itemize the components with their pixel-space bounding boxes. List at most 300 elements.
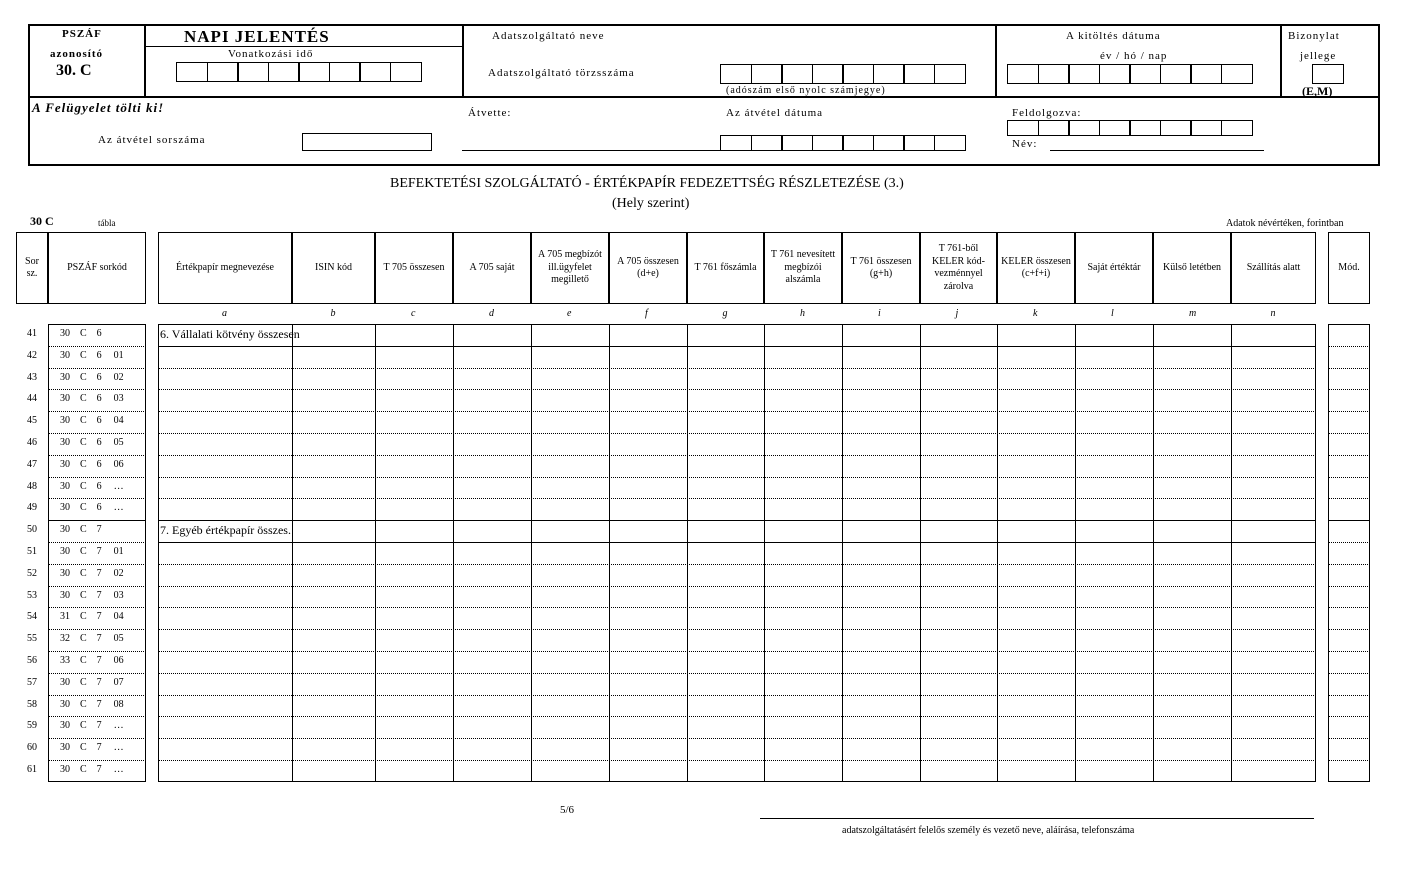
data-cell[interactable] [687,651,764,673]
data-cell[interactable] [158,368,292,390]
data-cell[interactable] [997,433,1075,455]
data-cell[interactable] [842,564,920,586]
data-cell[interactable] [1153,498,1231,520]
data-cell[interactable] [1153,607,1231,629]
data-cell[interactable] [687,411,764,433]
data-cell[interactable] [997,586,1075,608]
data-cell[interactable] [1153,411,1231,433]
data-cell[interactable] [531,433,609,455]
data-cell[interactable] [1231,477,1316,499]
data-cell[interactable] [687,607,764,629]
data-cell[interactable] [531,695,609,717]
data-cell[interactable] [375,716,453,738]
data-cell[interactable] [764,738,842,760]
data-cell[interactable] [842,607,920,629]
data-cell[interactable] [1075,411,1153,433]
data-cell[interactable] [158,346,292,368]
data-cell[interactable] [531,564,609,586]
data-cell[interactable] [920,716,997,738]
data-cell[interactable] [1231,520,1316,542]
data-cell[interactable] [531,542,609,564]
data-cell[interactable] [609,455,687,477]
data-cell[interactable] [453,695,531,717]
data-cell[interactable] [453,455,531,477]
data-cell[interactable] [920,607,997,629]
data-cell[interactable] [609,716,687,738]
data-cell[interactable] [453,433,531,455]
data-cell[interactable] [158,716,292,738]
data-cell[interactable] [997,455,1075,477]
data-cell[interactable] [292,520,375,542]
data-cell[interactable] [764,520,842,542]
data-cell[interactable] [1231,346,1316,368]
data-cell[interactable] [1231,586,1316,608]
data-cell[interactable] [687,477,764,499]
data-cell[interactable] [1075,324,1153,346]
data-cell[interactable] [609,520,687,542]
data-cell[interactable] [842,629,920,651]
data-cell[interactable] [1153,738,1231,760]
data-cell[interactable] [375,477,453,499]
data-cell[interactable] [292,607,375,629]
data-cell[interactable] [1153,695,1231,717]
data-cell[interactable] [997,607,1075,629]
data-cell[interactable] [1231,542,1316,564]
data-cell[interactable] [842,716,920,738]
data-cell[interactable] [687,738,764,760]
data-cell[interactable] [687,433,764,455]
data-cell[interactable] [1075,651,1153,673]
data-cell[interactable] [453,760,531,782]
data-cell[interactable] [997,651,1075,673]
data-cell[interactable] [453,651,531,673]
data-cell[interactable] [453,498,531,520]
data-cell[interactable] [1153,477,1231,499]
nev-line[interactable] [1050,150,1264,151]
data-cell[interactable] [609,651,687,673]
data-cell[interactable] [375,760,453,782]
data-cell[interactable] [920,368,997,390]
data-cell[interactable] [531,346,609,368]
data-cell[interactable] [158,455,292,477]
data-cell[interactable] [842,368,920,390]
data-cell[interactable] [453,520,531,542]
data-cell[interactable] [158,586,292,608]
data-cell[interactable] [609,738,687,760]
data-cell[interactable] [375,629,453,651]
data-cell[interactable] [375,498,453,520]
data-cell[interactable] [1231,433,1316,455]
data-cell[interactable] [292,324,375,346]
data-cell[interactable] [997,629,1075,651]
data-cell[interactable] [1231,389,1316,411]
data-cell[interactable] [920,324,997,346]
data-cell[interactable] [375,411,453,433]
data-cell[interactable] [764,368,842,390]
data-cell[interactable] [158,738,292,760]
data-cell[interactable] [1153,716,1231,738]
data-cell[interactable] [920,455,997,477]
torzsszam-field[interactable] [720,64,964,84]
data-cell[interactable] [453,607,531,629]
data-cell[interactable] [292,629,375,651]
data-cell[interactable] [292,389,375,411]
data-cell[interactable] [997,564,1075,586]
data-cell[interactable] [531,586,609,608]
data-cell[interactable] [453,477,531,499]
data-cell[interactable] [375,389,453,411]
data-cell[interactable] [920,346,997,368]
data-cell[interactable] [920,520,997,542]
data-cell[interactable] [920,389,997,411]
data-cell[interactable] [842,586,920,608]
data-cell[interactable] [292,716,375,738]
data-cell[interactable] [292,542,375,564]
data-cell[interactable] [1075,542,1153,564]
data-cell[interactable] [1231,607,1316,629]
data-cell[interactable] [453,368,531,390]
data-cell[interactable] [1153,760,1231,782]
kitoltes-datuma-field[interactable] [1007,64,1251,84]
data-cell[interactable] [1075,629,1153,651]
data-cell[interactable] [531,716,609,738]
data-cell[interactable] [531,324,609,346]
data-cell[interactable] [158,389,292,411]
data-cell[interactable] [687,716,764,738]
data-cell[interactable] [842,498,920,520]
data-cell[interactable] [764,629,842,651]
data-cell[interactable] [997,673,1075,695]
data-cell[interactable] [920,498,997,520]
data-cell[interactable] [1231,411,1316,433]
data-cell[interactable] [1075,695,1153,717]
data-cell[interactable] [375,738,453,760]
data-cell[interactable] [375,324,453,346]
data-cell[interactable] [842,673,920,695]
data-cell[interactable] [687,520,764,542]
data-cell[interactable] [292,695,375,717]
data-cell[interactable] [158,498,292,520]
data-cell[interactable] [1231,498,1316,520]
data-cell[interactable] [609,368,687,390]
data-cell[interactable] [997,389,1075,411]
data-cell[interactable] [764,498,842,520]
data-cell[interactable] [453,411,531,433]
data-cell[interactable] [158,542,292,564]
data-cell[interactable] [531,411,609,433]
data-cell[interactable] [1231,673,1316,695]
data-cell[interactable] [292,498,375,520]
data-cell[interactable] [842,738,920,760]
data-cell[interactable] [764,760,842,782]
data-cell[interactable] [1153,346,1231,368]
data-cell[interactable] [1153,520,1231,542]
data-cell[interactable] [842,542,920,564]
data-cell[interactable] [1153,629,1231,651]
data-cell[interactable] [764,389,842,411]
data-cell[interactable] [1153,455,1231,477]
data-cell[interactable] [1231,738,1316,760]
atvetel-datuma-field[interactable] [720,135,964,155]
data-cell[interactable] [997,716,1075,738]
data-cell[interactable] [375,586,453,608]
data-cell[interactable] [687,564,764,586]
data-cell[interactable] [764,651,842,673]
data-cell[interactable] [1231,651,1316,673]
data-cell[interactable] [920,695,997,717]
data-cell[interactable] [764,324,842,346]
data-cell[interactable] [1153,651,1231,673]
data-cell[interactable] [375,564,453,586]
data-cell[interactable] [920,586,997,608]
bizonylat-jellege-field[interactable] [1312,64,1344,84]
data-cell[interactable] [842,433,920,455]
data-cell[interactable] [920,542,997,564]
data-cell[interactable] [997,760,1075,782]
data-cell[interactable] [609,346,687,368]
data-cell[interactable] [375,607,453,629]
data-cell[interactable] [1231,695,1316,717]
data-cell[interactable] [764,607,842,629]
data-cell[interactable] [158,433,292,455]
data-cell[interactable] [292,368,375,390]
data-cell[interactable] [453,389,531,411]
data-cell[interactable] [920,477,997,499]
data-cell[interactable] [687,324,764,346]
data-cell[interactable] [764,716,842,738]
data-cell[interactable] [1075,477,1153,499]
data-cell[interactable] [1153,389,1231,411]
data-cell[interactable] [842,651,920,673]
data-cell[interactable] [609,564,687,586]
data-cell[interactable] [842,695,920,717]
data-cell[interactable] [842,411,920,433]
data-cell[interactable] [531,760,609,782]
data-cell[interactable] [1075,520,1153,542]
data-cell[interactable] [609,586,687,608]
data-cell[interactable] [531,629,609,651]
data-cell[interactable] [764,586,842,608]
data-cell[interactable] [158,651,292,673]
data-cell[interactable] [158,411,292,433]
data-cell[interactable] [764,695,842,717]
data-cell[interactable] [609,629,687,651]
data-cell[interactable] [1231,455,1316,477]
data-cell[interactable] [997,520,1075,542]
data-cell[interactable] [531,455,609,477]
data-cell[interactable] [453,586,531,608]
data-cell[interactable] [609,433,687,455]
data-cell[interactable] [375,695,453,717]
data-cell[interactable] [375,542,453,564]
data-cell[interactable] [158,760,292,782]
data-cell[interactable] [158,629,292,651]
data-cell[interactable] [1075,586,1153,608]
data-cell[interactable] [1075,346,1153,368]
data-cell[interactable] [920,564,997,586]
atvetel-sorszama-field[interactable] [302,133,432,151]
data-cell[interactable] [609,477,687,499]
data-cell[interactable] [1231,760,1316,782]
data-cell[interactable] [764,411,842,433]
data-cell[interactable] [1075,433,1153,455]
data-cell[interactable] [292,411,375,433]
data-cell[interactable] [1075,716,1153,738]
data-cell[interactable] [375,455,453,477]
data-cell[interactable] [920,738,997,760]
data-cell[interactable] [292,455,375,477]
data-cell[interactable] [764,455,842,477]
data-cell[interactable] [687,695,764,717]
data-cell[interactable] [375,673,453,695]
data-cell[interactable] [842,455,920,477]
data-cell[interactable] [842,477,920,499]
data-cell[interactable] [842,760,920,782]
data-cell[interactable] [1231,368,1316,390]
data-cell[interactable] [453,738,531,760]
data-cell[interactable] [609,498,687,520]
data-cell[interactable] [292,433,375,455]
data-cell[interactable] [531,498,609,520]
data-cell[interactable] [1075,564,1153,586]
data-cell[interactable] [1075,498,1153,520]
feldolgozva-field[interactable] [1007,120,1251,140]
data-cell[interactable] [531,368,609,390]
data-cell[interactable] [1153,368,1231,390]
data-cell[interactable] [292,738,375,760]
data-cell[interactable] [292,477,375,499]
data-cell[interactable] [531,520,609,542]
data-cell[interactable] [158,477,292,499]
data-cell[interactable] [997,498,1075,520]
data-cell[interactable] [687,760,764,782]
data-cell[interactable] [609,760,687,782]
data-cell[interactable] [997,368,1075,390]
data-cell[interactable] [920,760,997,782]
data-cell[interactable] [687,629,764,651]
data-cell[interactable] [687,389,764,411]
signature-line[interactable] [760,818,1314,819]
data-cell[interactable] [158,695,292,717]
data-cell[interactable] [687,673,764,695]
vonatkozasi-ido-field[interactable] [176,62,420,82]
data-cell[interactable] [997,411,1075,433]
data-cell[interactable] [997,542,1075,564]
data-cell[interactable] [764,346,842,368]
data-cell[interactable] [687,368,764,390]
data-cell[interactable] [292,651,375,673]
data-cell[interactable] [842,389,920,411]
atvette-line[interactable] [462,150,720,151]
data-cell[interactable] [531,477,609,499]
data-cell[interactable] [920,433,997,455]
data-cell[interactable] [453,716,531,738]
data-cell[interactable] [453,629,531,651]
data-cell[interactable] [1153,673,1231,695]
data-cell[interactable] [997,346,1075,368]
data-cell[interactable] [292,760,375,782]
data-cell[interactable] [1153,542,1231,564]
data-cell[interactable] [453,673,531,695]
data-cell[interactable] [609,411,687,433]
data-cell[interactable] [1231,564,1316,586]
data-cell[interactable] [1153,433,1231,455]
data-cell[interactable] [997,324,1075,346]
data-cell[interactable] [1075,607,1153,629]
data-cell[interactable] [764,542,842,564]
data-cell[interactable] [531,389,609,411]
data-cell[interactable] [375,651,453,673]
data-cell[interactable] [1153,586,1231,608]
data-cell[interactable] [609,695,687,717]
data-cell[interactable] [1075,673,1153,695]
data-cell[interactable] [158,673,292,695]
data-cell[interactable] [920,673,997,695]
data-cell[interactable] [453,346,531,368]
data-cell[interactable] [531,607,609,629]
data-cell[interactable] [292,673,375,695]
data-cell[interactable] [453,324,531,346]
data-cell[interactable] [1075,368,1153,390]
data-cell[interactable] [687,498,764,520]
data-cell[interactable] [764,433,842,455]
data-cell[interactable] [764,477,842,499]
data-cell[interactable] [609,607,687,629]
data-cell[interactable] [531,738,609,760]
data-cell[interactable] [292,346,375,368]
data-cell[interactable] [920,651,997,673]
data-cell[interactable] [1153,324,1231,346]
data-cell[interactable] [609,389,687,411]
data-cell[interactable] [158,564,292,586]
data-cell[interactable] [292,564,375,586]
data-cell[interactable] [292,586,375,608]
data-cell[interactable] [997,477,1075,499]
data-cell[interactable] [687,346,764,368]
data-cell[interactable] [453,564,531,586]
data-cell[interactable] [687,455,764,477]
data-cell[interactable] [609,673,687,695]
data-cell[interactable] [842,520,920,542]
data-cell[interactable] [375,433,453,455]
data-cell[interactable] [609,324,687,346]
data-cell[interactable] [375,346,453,368]
data-cell[interactable] [687,542,764,564]
data-cell[interactable] [842,324,920,346]
data-cell[interactable] [375,520,453,542]
data-cell[interactable] [997,695,1075,717]
data-cell[interactable] [158,607,292,629]
data-cell[interactable] [531,651,609,673]
data-cell[interactable] [1075,389,1153,411]
data-cell[interactable] [1231,716,1316,738]
data-cell[interactable] [531,673,609,695]
data-cell[interactable] [687,586,764,608]
data-cell[interactable] [1153,564,1231,586]
data-cell[interactable] [609,542,687,564]
data-cell[interactable] [1231,324,1316,346]
data-cell[interactable] [997,738,1075,760]
data-cell[interactable] [764,564,842,586]
data-cell[interactable] [375,368,453,390]
data-cell[interactable] [764,673,842,695]
data-cell[interactable] [842,346,920,368]
data-cell[interactable] [1231,629,1316,651]
data-cell[interactable] [920,629,997,651]
data-cell[interactable] [1075,738,1153,760]
data-cell[interactable] [453,542,531,564]
data-cell[interactable] [1075,455,1153,477]
